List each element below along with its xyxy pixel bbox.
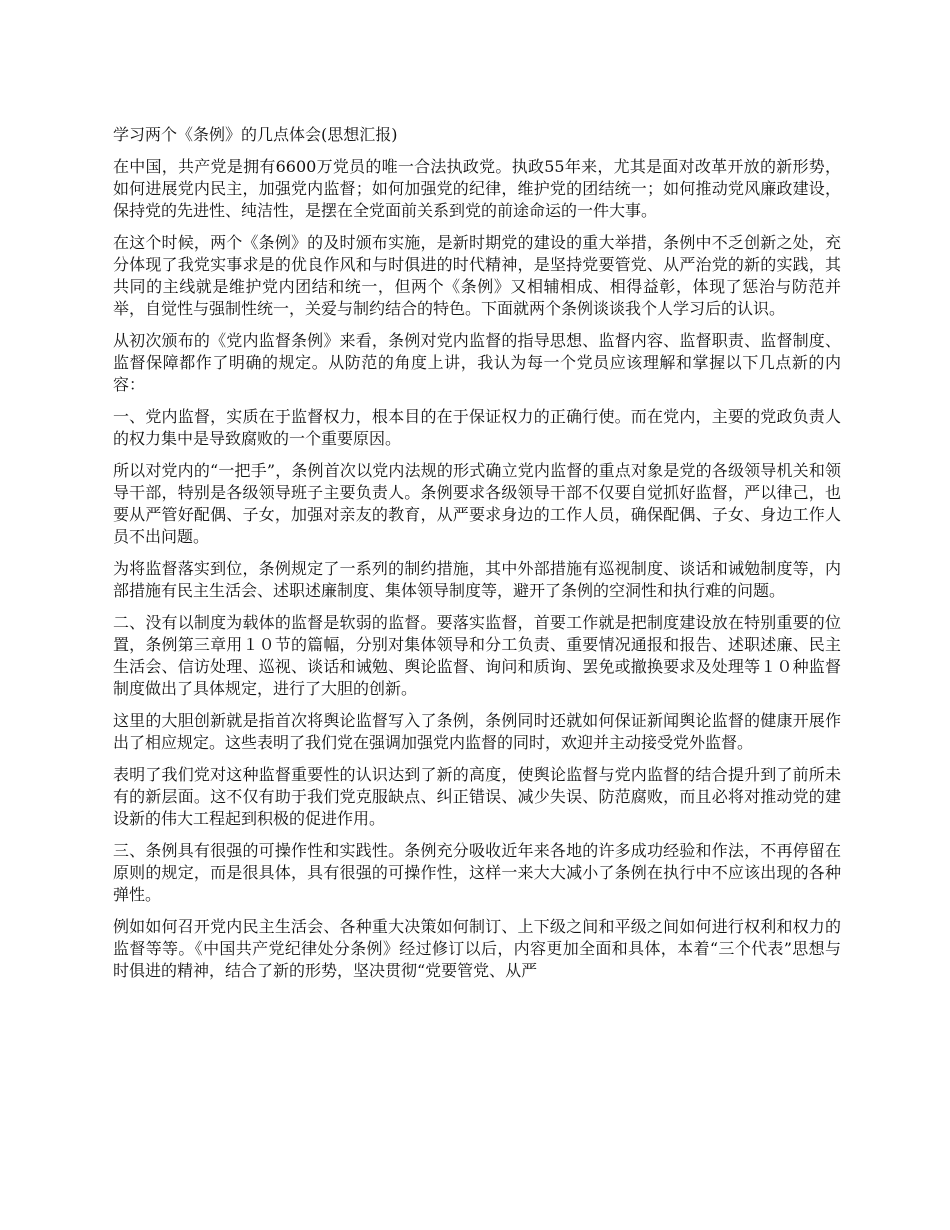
paragraph: 从初次颁布的《党内监督条例》来看，条例对党内监督的指导思想、监督内容、监督职责、监督制度、监督保障都作了明确的规定。从防范的角度上讲，我认为每一个党员应该理解和掌握以下几点新的内容： xyxy=(113,331,841,394)
paragraph: 为将监督落实到位，条例规定了一系列的制约措施，其中外部措施有巡视制度、谈话和诫勉制度等，内部措施有民主生活会、述职述廉制度、集体领导制度等，避开了条例的空洞性和执行难的问题。 xyxy=(113,559,841,600)
paragraph: 三、条例具有很强的可操作性和实践性。条例充分吸收近年来各地的许多成功经验和作法，不再停留在原则的规定，而是很具体，具有很强的可操作性，这样一来大大减小了条例在执行中不应该出现的各种弹性。 xyxy=(113,841,841,904)
paragraph: 例如如何召开党内民主生活会、各种重大决策如何制订、上下级之间和平级之间如何进行权利和权力的监督等等。《中国共产党纪律处分条例》经过修订以后，内容更加全面和具体，本着“三个代表”思想与时俱进的精神，结合了新的形势，坚决贯彻“党要管党、从严 xyxy=(113,917,841,980)
paragraph: 这里的大胆创新就是指首次将舆论监督写入了条例，条例同时还就如何保证新闻舆论监督的健康开展作出了相应规定。这些表明了我们党在强调加强党内监督的同时，欢迎并主动接受党外监督。 xyxy=(113,711,841,752)
paragraph: 所以对党内的“一把手”，条例首次以党内法规的形式确立党内监督的重点对象是党的各级领导机关和领导干部，特别是各级领导班子主要负责人。条例要求各级领导干部不仅要自觉抓好监督，严以律己，也要从严管好配偶、子女，加强对亲友的教育，从严要求身边的工作人员，确保配偶、子女、身边工作人员不出问题。 xyxy=(113,461,841,546)
paragraph: 在这个时候，两个《条例》的及时颁布实施，是新时期党的建设的重大举措，条例中不乏创新之处，充分体现了我党实事求是的优良作风和与时俱进的时代精神，是坚持党要管党、从严治党的新的实践，其共同的主线就是维护党内团结和统一，但两个《条例》又相辅相成、相得益彰，体现了惩治与防范并举，自觉性与强制性统一，关爱与制约结合的特色。下面就两个条例谈谈我个人学习后的认识。 xyxy=(113,233,841,318)
paragraph: 在中国，共产党是拥有6600万党员的唯一合法执政党。执政55年来，尤其是面对改革开放的新形势，如何进展党内民主，加强党内监督；如何加强党的纪律，维护党的团结统一；如何推动党风廉政建设，保持党的先进性、纯洁性，是摆在全党面前关系到党的前途命运的一件大事。 xyxy=(113,157,841,220)
paragraph: 一、党内监督，实质在于监督权力，根本目的在于保证权力的正确行使。而在党内，主要的党政负责人的权力集中是导致腐败的一个重要原因。 xyxy=(113,407,841,448)
paragraph: 二、没有以制度为载体的监督是软弱的监督。要落实监督，首要工作就是把制度建设放在特别重要的位置，条例第三章用１０节的篇幅，分别对集体领导和分工负责、重要情况通报和报告、述职述廉、民主生活会、信访处理、巡视、谈话和诫勉、舆论监督、询问和质询、罢免或撤换要求及处理等１０种监督制度做出了具体规定，进行了大胆的创新。 xyxy=(113,613,841,698)
paragraph: 表明了我们党对这种监督重要性的认识达到了新的高度，使舆论监督与党内监督的结合提升到了前所未有的新层面。这不仅有助于我们党克服缺点、纠正错误、减少失误、防范腐败，而且必将对推动党的建设新的伟大工程起到积极的促进作用。 xyxy=(113,765,841,828)
document-body xyxy=(113,124,841,992)
document-title: 学习两个《条例》的几点体会(思想汇报) xyxy=(113,125,398,144)
